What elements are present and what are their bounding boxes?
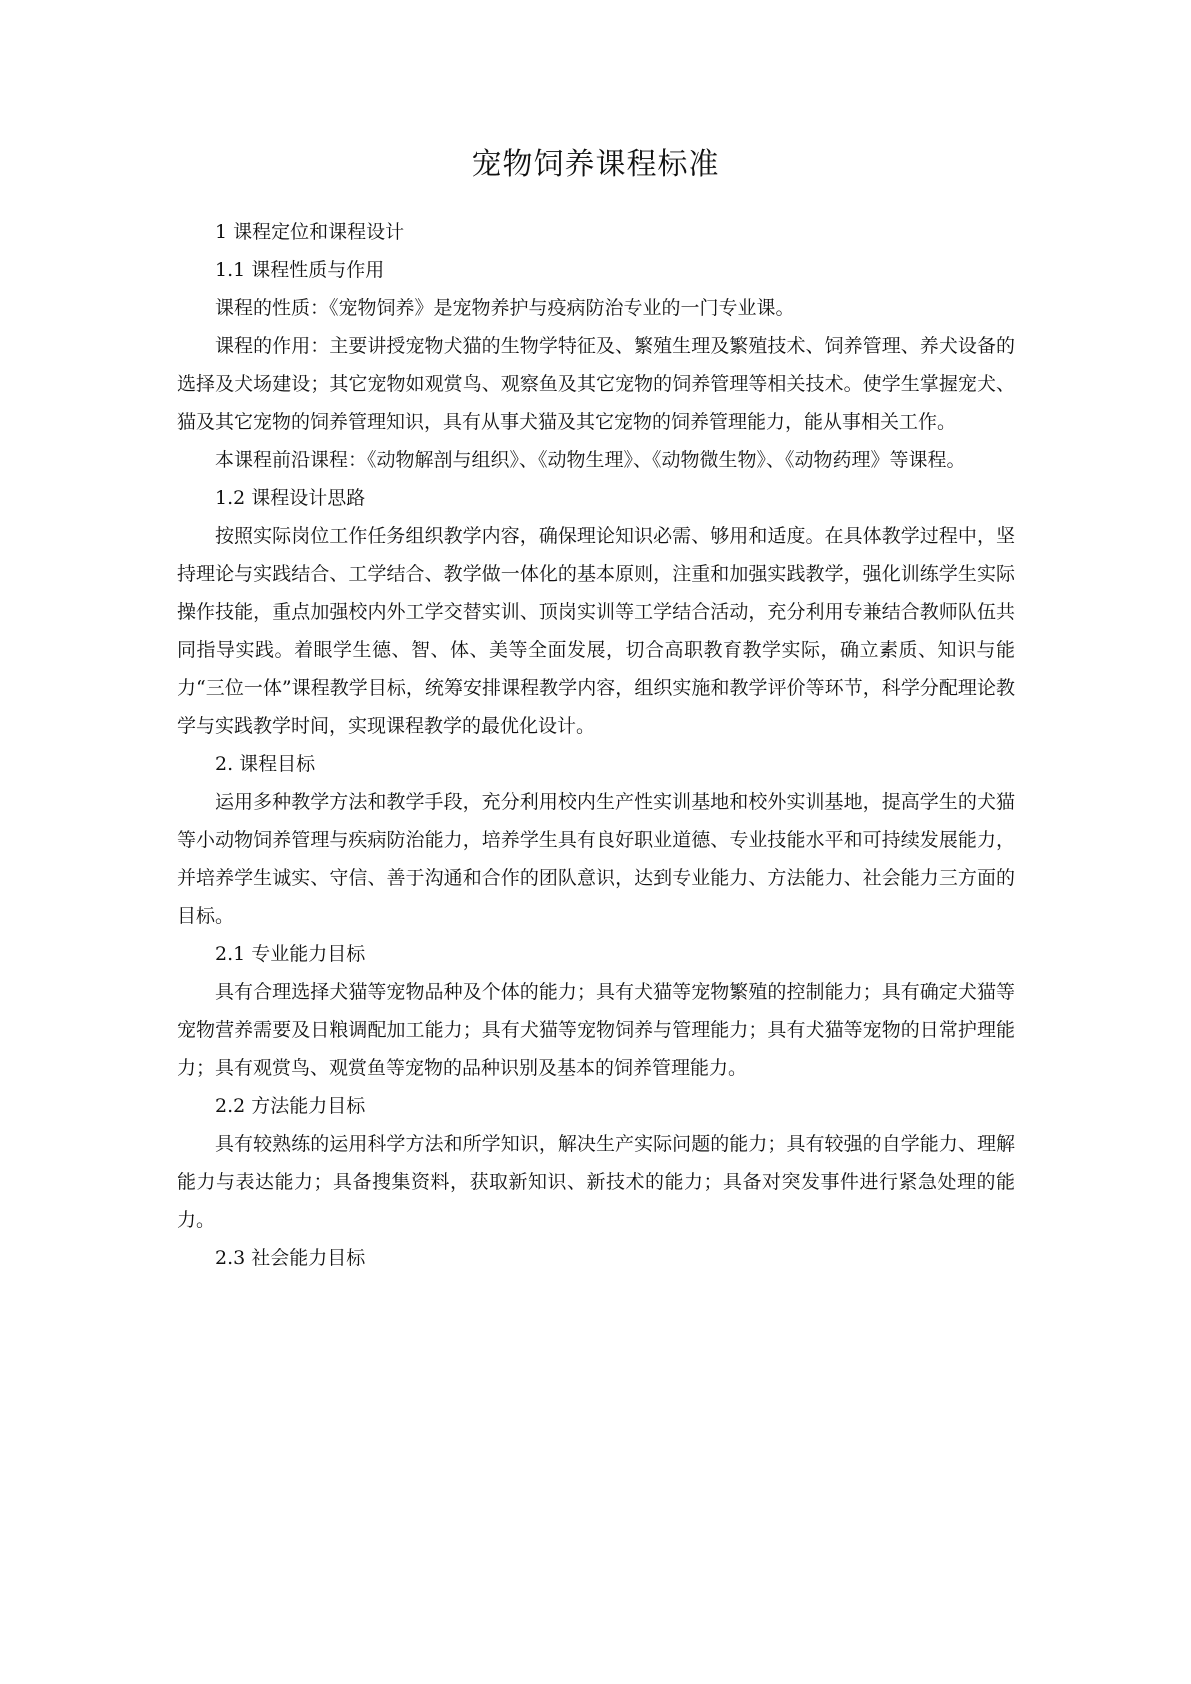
document-body: [177, 213, 1015, 1277]
paragraph: 运用多种教学方法和教学手段，充分利用校内生产性实训基地和校外实训基地，提高学生的犬猫等小动物饲养管理与疾病防治能力，培养学生具有良好职业道德、专业技能水平和可持续发展能力，并培养学生诚实、守信、善于沟通和合作的团队意识，达到专业能力、方法能力、社会能力三方面的目标。: [177, 791, 1015, 927]
document-title: 宠物饲养课程标准: [471, 147, 720, 182]
section-heading: 2. 课程目标: [215, 753, 316, 775]
paragraph: 具有较熟练的运用科学方法和所学知识，解决生产实际问题的能力；具有较强的自学能力、理解能力与表达能力；具备搜集资料，获取新知识、新技术的能力；具备对突发事件进行紧急处理的能力。: [177, 1133, 1015, 1231]
subsection-heading: 1.1 课程性质与作用: [215, 259, 385, 281]
subsection-heading: 2.2 方法能力目标: [215, 1095, 366, 1117]
paragraph: 课程的性质：《宠物饲养》是宠物养护与疫病防治专业的一门专业课。: [215, 297, 795, 319]
paragraph: 按照实际岗位工作任务组织教学内容，确保理论知识必需、够用和适度。在具体教学过程中，坚持理论与实践结合、工学结合、教学做一体化的基本原则，注重和加强实践教学，强化训练学生实际操作技能，重点加强校内外工学交替实训、顶岗实训等工学结合活动，充分利用专兼结合教师队伍共同指导实践。着眼学生德、智、体、美等全面发展，切合高职教育教学实际，确立素质、知识与能力“三位一体”课程教学目标，统筹安排课程教学内容，组织实施和教学评价等环节，科学分配理论教学与实践教学时间，实现课程教学的最优化设计。: [177, 525, 1015, 737]
subsection-heading: 2.3 社会能力目标: [215, 1247, 366, 1269]
paragraph: 具有合理选择犬猫等宠物品种及个体的能力；具有犬猫等宠物繁殖的控制能力；具有确定犬猫等宠物营养需要及日粮调配加工能力；具有犬猫等宠物饲养与管理能力；具有犬猫等宠物的日常护理能力；具有观赏鸟、观赏鱼等宠物的品种识别及基本的饲养管理能力。: [177, 981, 1015, 1079]
section-heading: 1 课程定位和课程设计: [215, 221, 405, 243]
subsection-heading: 2.1 专业能力目标: [215, 943, 366, 965]
paragraph: 本课程前沿课程：《动物解剖与组织》、《动物生理》、《动物微生物》、《动物药理》等课程。: [215, 449, 966, 471]
paragraph: 课程的作用：主要讲授宠物犬猫的生物学特征及、繁殖生理及繁殖技术、饲养管理、养犬设备的选择及犬场建设；其它宠物如观赏鸟、观察鱼及其它宠物的饲养管理等相关技术。使学生掌握宠犬、猫及其它宠物的饲养管理知识，具有从事犬猫及其它宠物的饲养管理能力，能从事相关工作。: [177, 335, 1015, 433]
subsection-heading: 1.2 课程设计思路: [215, 487, 366, 509]
